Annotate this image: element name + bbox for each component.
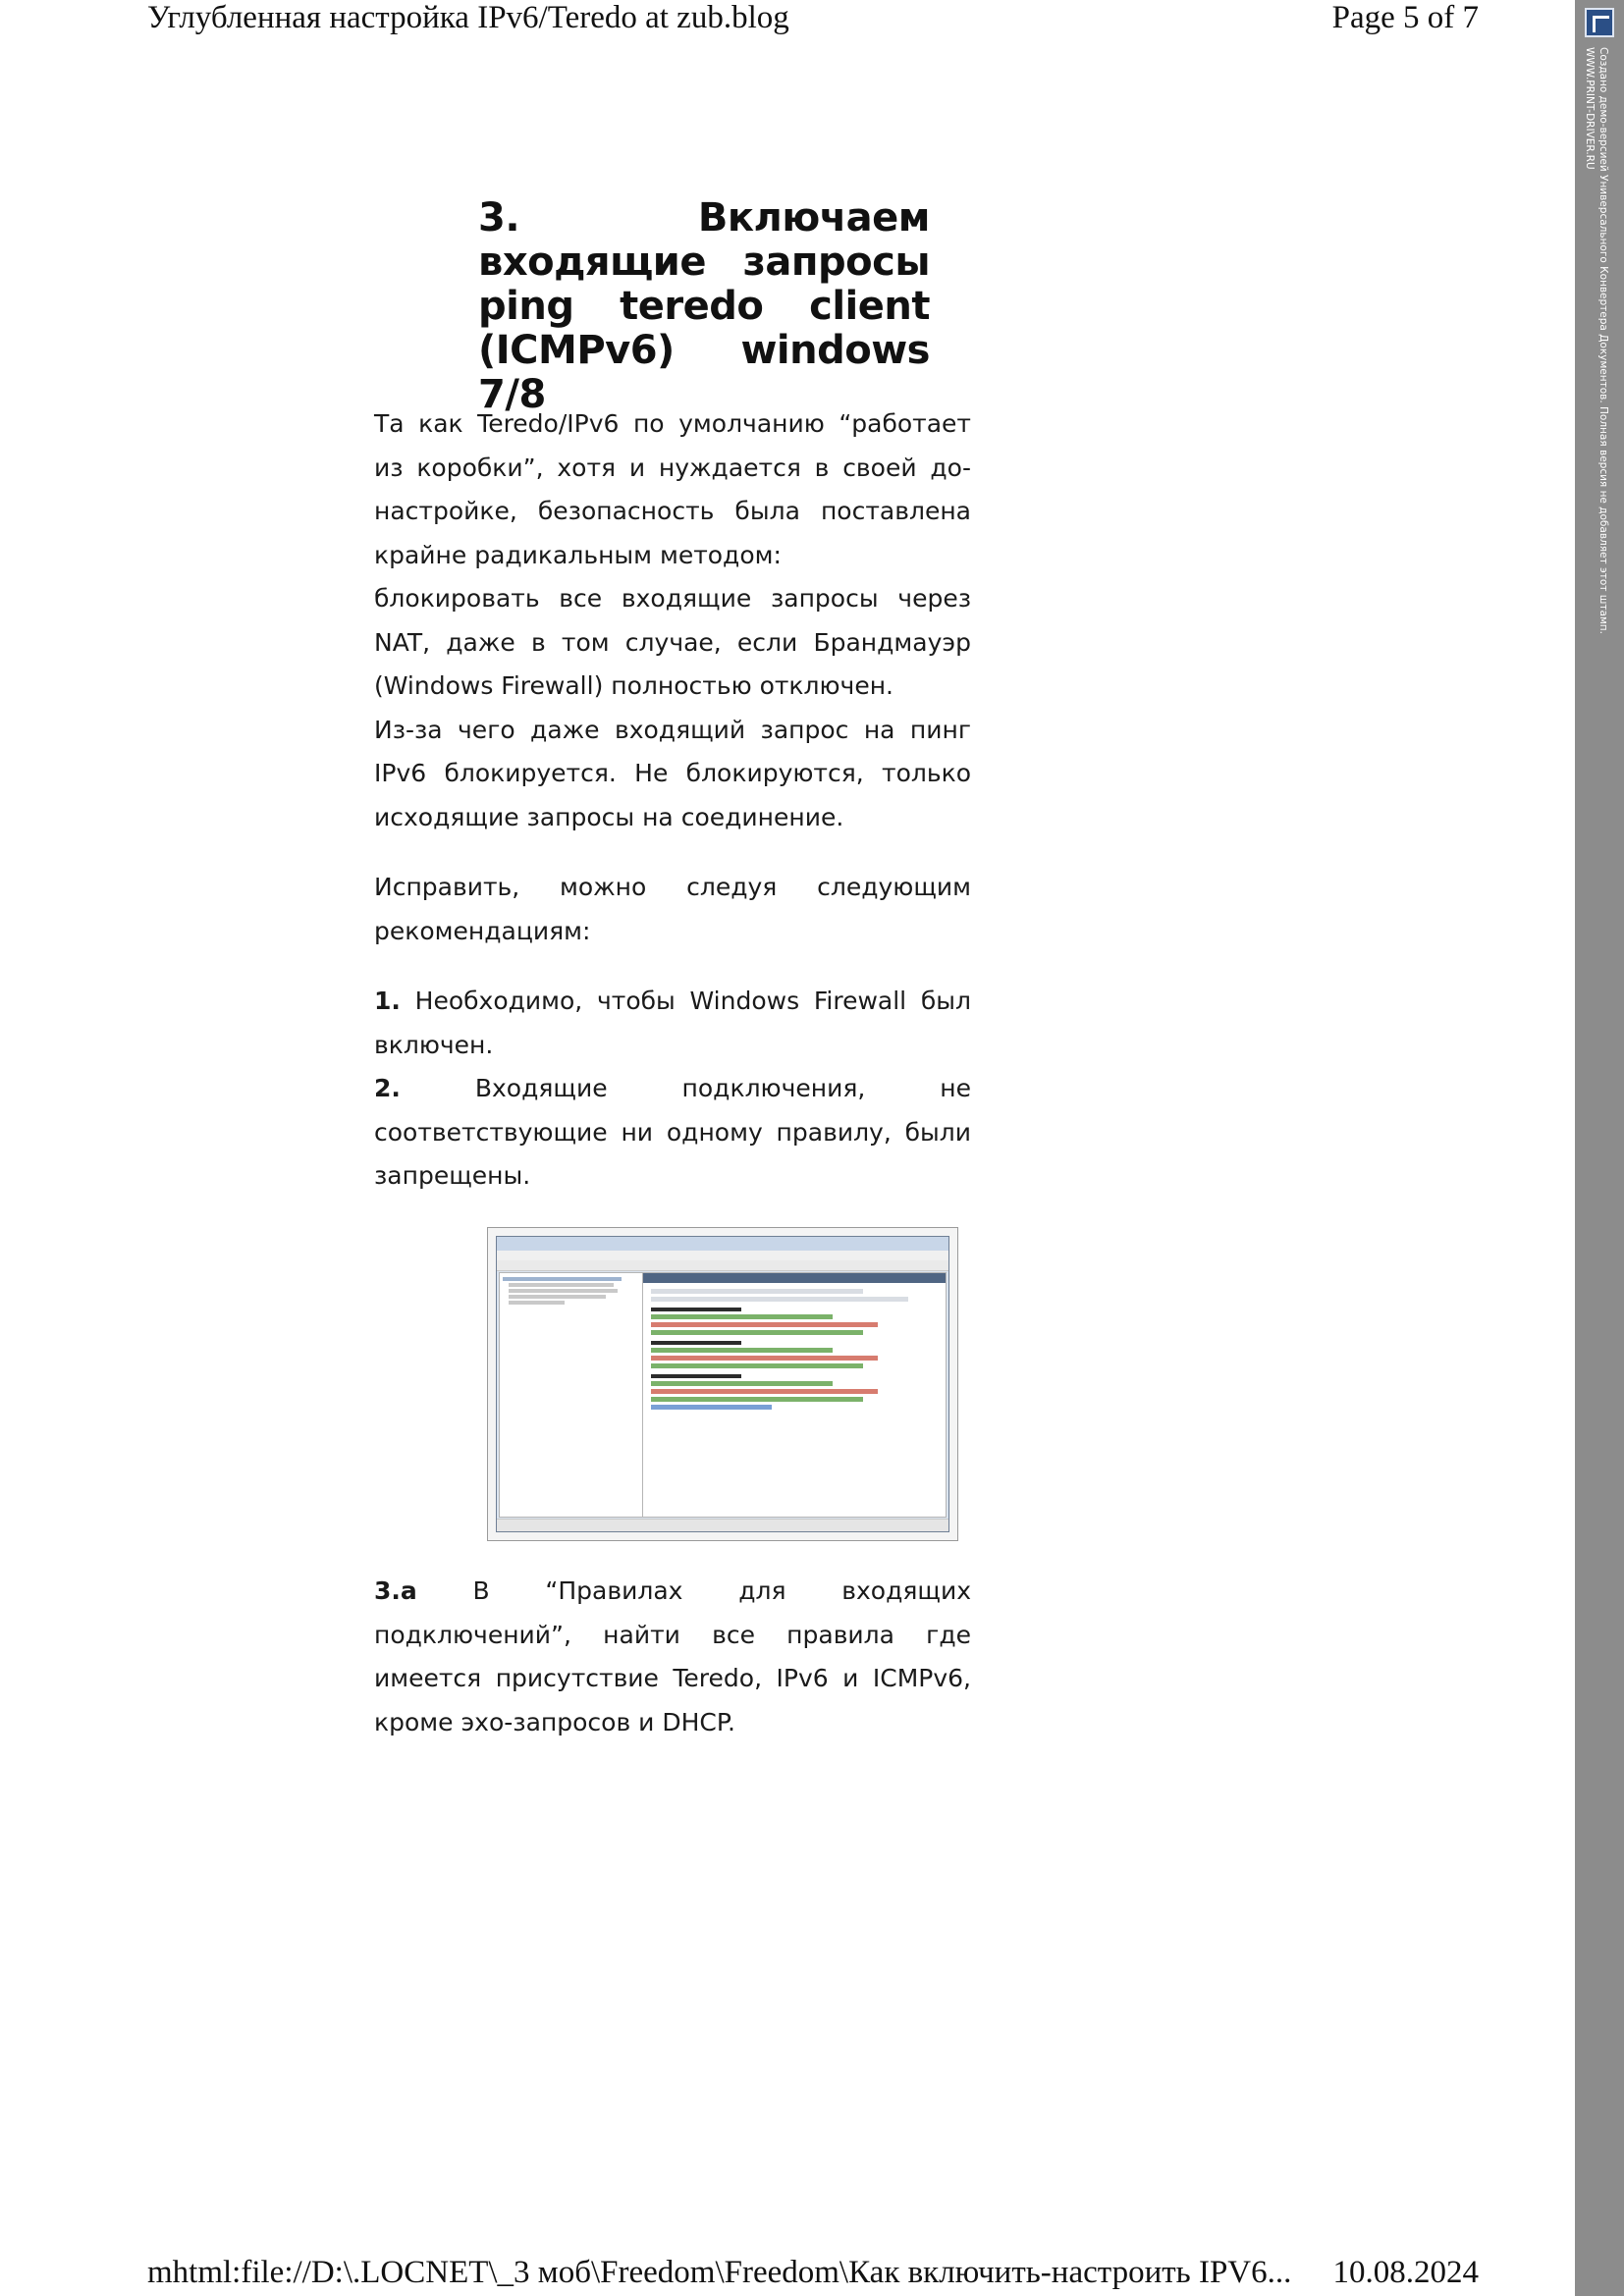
article-body-bottom — [374, 1570, 971, 1744]
window-statusbar — [497, 1519, 948, 1531]
list-number: 2. — [374, 1074, 401, 1102]
firewall-window — [496, 1236, 949, 1532]
list-item — [374, 1570, 971, 1744]
list-item — [374, 1067, 971, 1199]
paragraph: Из-за чего даже входящий запрос на пинг IPv6 блокируется. Не блокируются, только исходящие запросы на соединение. — [374, 715, 971, 831]
footer-date: 10.08.2024 — [1332, 2255, 1479, 2290]
window-main-pane — [642, 1272, 947, 1518]
header-title: Углубленная настройка IPv6/Teredo at zub.blog — [147, 0, 789, 35]
paragraph: Исправить, можно следуя следующим рекомендациям: — [374, 873, 971, 945]
list-text: Входящие подключения, не соответствующие ни одному правилу, были запрещены. — [374, 1074, 971, 1190]
article-body-top — [374, 402, 971, 1199]
watermark-line-1: Создано демо-версией Универсального Конвертера Документов. Полная версия не добавляет этот штамп. — [1597, 47, 1609, 634]
watermark-text — [1583, 47, 1610, 634]
watermark-strip — [1575, 0, 1624, 2296]
section-heading: 3. Включаем входящие запросы ping teredo client (ICMPv6) windows 7/8 — [478, 195, 930, 417]
firewall-screenshot-image — [487, 1227, 958, 1541]
watermark-line-2: WWW.PRINT-DRIVER.RU — [1584, 47, 1596, 170]
list-item — [374, 980, 971, 1067]
window-titlebar — [497, 1237, 948, 1251]
list-text: В “Правилах для входящих подключений”, найти все правила где имеется присутствие Teredo, IPv6 и ICMPv6, кроме эхо-запросов и DHCP. — [374, 1576, 971, 1736]
footer-path: mhtml:file://D:\.LOCNET\_3 моб\Freedom\Freedom\Как включить-настроить IPV6... — [147, 2255, 1292, 2290]
paragraph: Та как Teredo/IPv6 по умолчанию “работает из коробки”, хотя и нуждается в своей до-настройке, безопасность была поставлена крайне радикальным методом: — [374, 409, 971, 569]
list-number: 3.a — [374, 1576, 417, 1605]
window-menubar — [497, 1251, 948, 1260]
window-toolbar — [497, 1260, 948, 1271]
list-number: 1. — [374, 987, 401, 1015]
paragraph: блокировать все входящие запросы через NAT, даже в том случае, если Брандмауэр (Windows Firewall) полностью отключен. — [374, 584, 971, 700]
page-number: Page 5 of 7 — [1331, 0, 1479, 35]
converter-logo-icon — [1585, 8, 1614, 37]
list-text: Необходимо, чтобы Windows Firewall был включен. — [374, 987, 971, 1059]
window-tree-pane — [499, 1272, 646, 1518]
